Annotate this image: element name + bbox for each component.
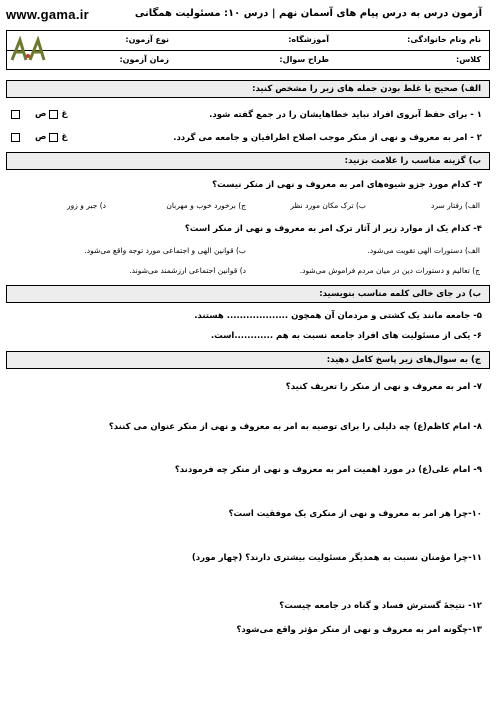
tf-answer-2	[8, 132, 67, 142]
info-row-1	[7, 31, 489, 51]
q3-option-c[interactable]: ج) برخورد خوب و مهربان	[166, 201, 246, 210]
section-a-header: الف) صحیح یا غلط بودن جمله های زیر را مشخص کنید:	[6, 80, 490, 98]
question-4: ۴- کدام یک از موارد زیر از آثار ترک امر به معروف و نهی از منکر است؟	[184, 224, 482, 234]
tf-answer-1	[8, 109, 67, 119]
site-url[interactable]: www.gama.ir	[6, 7, 90, 22]
false-checkbox[interactable]	[49, 133, 58, 142]
false-checkbox[interactable]	[49, 110, 58, 119]
exam-title: آزمون درس به درس پیام های آسمان نهم | درس ۱۰: مسئولیت همگانی	[134, 8, 482, 19]
question-13: ۱۳-چگونه امر به معروف و نهی از منکر مؤثر واقع می‌شود؟	[236, 625, 482, 635]
class-label: کلاس:	[456, 55, 481, 64]
q3-option-b[interactable]: ب) ترک مکان مورد نظر	[290, 201, 366, 210]
q3-option-a[interactable]: الف) رفتار سرد	[431, 201, 480, 210]
info-row-2	[7, 51, 489, 71]
q4-option-a[interactable]: الف) دستورات الهی تقویت می‌شود.	[367, 246, 480, 255]
exam-time-label: زمان آزمون:	[119, 55, 169, 64]
question-11: ۱۱-چرا مؤمنان نسبت به همدیگر مسئولیت بیشتری دارند؟ (چهار مورد)	[191, 553, 482, 563]
true-checkbox[interactable]	[11, 110, 20, 119]
designer-label: طراح سوال:	[279, 55, 329, 64]
question-3: ۳- کدام مورد جزو شیوه‌های امر به معروف و نهی از منکر نیست؟	[212, 180, 482, 190]
question-9: ۹- امام علی(ع) در مورد اهمیت امر به معروف و نهی از منکر چه فرمودند؟	[174, 465, 482, 475]
question-1: ۱ - برای حفظ آبروی افراد نباید خطاهایشان را در جمع گفته شود.	[209, 110, 482, 120]
true-label: ص	[35, 109, 47, 119]
section-c-header: ب) در جای خالی کلمه مناسب بنویسید:	[6, 285, 490, 303]
question-6: ۶- یکی از مسئولیت های افراد جامعه نسبت به هم ............است.	[210, 331, 482, 341]
question-5: ۵- جامعه مانند یک کشتی و مردمان آن همچون ................... هستند.	[194, 311, 482, 321]
question-8: ۸- امام کاظم(ع) چه دلیلی را برای توصیه به امر به معروف و نهی از منکر عنوان می کنند؟	[108, 422, 482, 432]
question-10: ۱۰-چرا هر امر به معروف و نهی از منکری یک موفقیت است؟	[228, 509, 482, 519]
gama-logo-icon	[8, 36, 48, 64]
q4-option-b[interactable]: ب) قوانین الهی و اجتماعی مورد توجه واقع می‌شود.	[84, 246, 246, 255]
false-label: غ	[61, 109, 68, 119]
q4-option-d[interactable]: د) قوانین اجتماعی ارزشمند می‌شوند.	[129, 266, 246, 275]
section-b-header: ب) گزینه مناسب را علامت بزنید:	[6, 152, 490, 170]
q3-option-d[interactable]: د) جبر و زور	[67, 201, 106, 210]
q4-option-c[interactable]: ج) تعالیم و دستورات دین در میان مردم فراموش می‌شود.	[299, 266, 480, 275]
school-label: آموزشگاه:	[288, 35, 329, 44]
question-2: ۲ - امر به معروف و نهی از منکر موجب اصلاح اطرافیان و جامعه می گردد.	[173, 133, 482, 143]
true-label: ص	[35, 132, 47, 142]
student-info-table	[6, 30, 490, 70]
false-label: غ	[61, 132, 68, 142]
question-7: ۷- امر به معروف و نهی از منکر را تعریف کنید؟	[285, 382, 482, 392]
true-checkbox[interactable]	[11, 133, 20, 142]
name-label: نام ونام خانوادگی:	[407, 35, 481, 44]
section-d-header: ج) به سوال‌های زیر پاسخ کامل دهید:	[6, 351, 490, 369]
question-12: ۱۲- نتیجۀ گسترش فساد و گناه در جامعه چیست؟	[279, 601, 482, 611]
exam-type-label: نوع آزمون:	[125, 35, 169, 44]
